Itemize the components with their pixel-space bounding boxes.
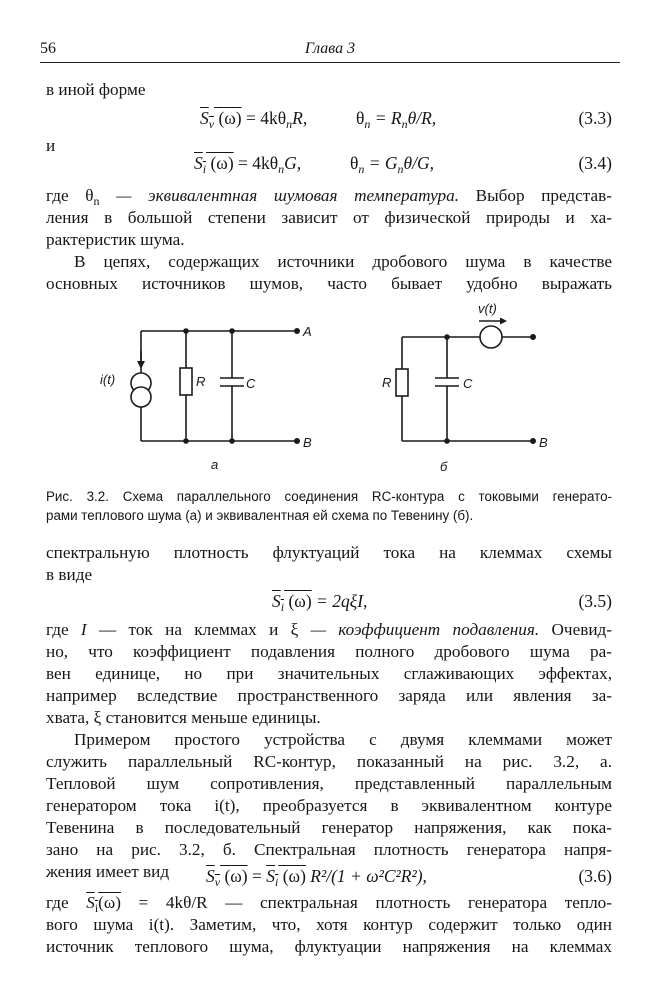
page-header — [40, 40, 620, 64]
figure-caption: Рис. 3.2. Схема параллельного соединения RC-контура с токовыми генерато- рами теплового шума (а) и эквивалентная ей схема по Тевенину (б). — [46, 489, 612, 523]
equation-number: (3.6) — [578, 866, 612, 886]
text-line: Тепловой шум сопротивления, представленный параллельным — [46, 774, 612, 793]
current-source-icon — [131, 351, 151, 407]
equation-number: (3.5) — [578, 591, 612, 611]
header-rule — [40, 62, 620, 63]
text-line: спектральную плотность флуктуаций тока на клеммах схемы — [46, 543, 612, 562]
terminal-b2 — [530, 438, 536, 444]
text-line: но, что коэффициент подавления полного дробового шума ра- — [46, 642, 612, 661]
junction-dot — [444, 334, 450, 340]
label-i: i(t) — [100, 372, 116, 387]
text-line: вого шума i(t). Заметим, что, хотя контур содержит только один — [46, 915, 612, 934]
text-line: хвата, ξ становится меньше единицы. — [46, 708, 321, 727]
equation-number: (3.4) — [578, 153, 612, 173]
label-C: C — [246, 376, 256, 391]
label-v: v(t) — [478, 301, 497, 316]
label-B2: B — [539, 435, 548, 450]
text-line: рактеристик шума. — [46, 230, 185, 249]
terminal-a — [294, 328, 300, 334]
text-line: зано на рис. 3.2, б. Спектральная плотность генератора напря- — [46, 840, 612, 859]
text-line: и — [46, 136, 56, 155]
text-line: генератором тока i(t), преобразуется в эквивалентном контуре — [46, 796, 612, 815]
equation-3-3: $S_v$ $(\omega) = 4k\theta_nR$, $\theta_n = R_n\theta/R$, — [200, 108, 437, 131]
text-line: служить параллельный RC-контур, показанный на рис. 3.2, а. — [46, 752, 612, 771]
text-line: вен единице, но при значительных сглаживающих эффектах, — [46, 664, 612, 683]
text-line: основных источников шумов, часто бывает удобно выражать — [46, 274, 612, 293]
label-a: а — [211, 457, 219, 472]
label-C2: C — [463, 376, 473, 391]
text-line: жения имеет вид — [46, 862, 170, 881]
figure-3-2 — [0, 295, 660, 485]
text-line: ления в большой степени зависит от физической природы и ха- — [46, 208, 612, 227]
junction-dot — [229, 438, 235, 444]
resistor-r-a — [180, 368, 192, 395]
text-line: источник теплового шума, флуктуации напряжения на клеммах — [46, 937, 612, 956]
text-line: В цепях, содержащих источники дробового шума в качестве — [74, 252, 612, 271]
voltage-source-icon — [480, 326, 502, 348]
junction-dot — [229, 328, 235, 334]
label-R: R — [196, 374, 206, 389]
junction-dot — [183, 438, 189, 444]
arrow-down-icon — [137, 361, 145, 369]
label-B: B — [303, 435, 312, 450]
page-number: 56 — [40, 40, 56, 57]
resistor-r-b — [396, 369, 408, 396]
text-line: Тевенина в последовательный генератор напряжения, как пока- — [46, 818, 612, 837]
text-line: например вследствие пространственного заряда или явления за- — [46, 686, 612, 705]
terminal-top-b — [530, 334, 536, 340]
junction-dot — [183, 328, 189, 334]
text-line: в иной форме — [46, 80, 146, 99]
text-line: Примером простого устройства с двумя клеммами может — [74, 730, 612, 749]
arrow-head-icon — [500, 318, 507, 325]
junction-dot — [444, 438, 450, 444]
terminal-b — [294, 438, 300, 444]
text-line: где $S_i(\omega) = 4k\theta/R$ — спектральная плотность генератора тепло- — [46, 893, 612, 915]
equation-3-4: $S_i$ $(\omega) = 4k\theta_nG$, $\theta_n = G_n\theta/G$, — [194, 153, 435, 176]
circuit-a — [131, 331, 297, 441]
label-b: б — [440, 459, 448, 474]
label-A: A — [303, 324, 312, 339]
chapter-title: Глава 3 — [304, 40, 356, 57]
text-line: где $\theta_n$ — эквивалентная шумовая температура. Выбор представ- — [46, 186, 612, 208]
equation-number: (3.3) — [578, 108, 612, 128]
equation-3-5: $S_i$ (ω) = 2qξI, — [272, 591, 368, 614]
equation-3-6: $S_v$ $(\omega) = S_i$ (ω) R²/(1 + ω²C²R²), — [206, 866, 427, 889]
text-line: в виде — [46, 565, 93, 584]
label-R2: R — [382, 375, 392, 390]
text-line: где I — ток на клеммах и ξ — коэффициент подавления. Очевид- — [46, 620, 612, 639]
